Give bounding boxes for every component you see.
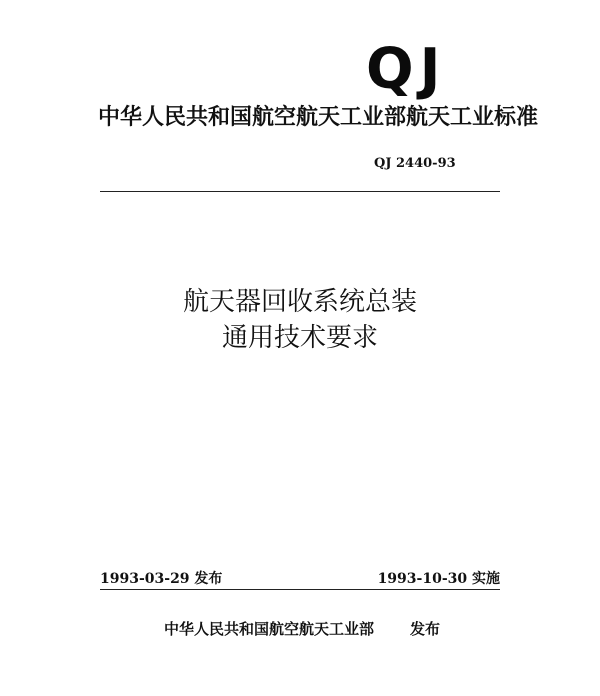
footer-action: 发布 bbox=[410, 620, 441, 638]
top-divider bbox=[100, 191, 500, 192]
footer-issuer: 中华人民共和国航空航天工业部 bbox=[164, 620, 375, 638]
standard-logo: QJ bbox=[366, 37, 447, 102]
standard-number: QJ 2440-93 bbox=[374, 156, 456, 171]
document-title-line-2: 通用技术要求 bbox=[221, 323, 378, 353]
issuer-title: 中华人民共和国航空航天工业部航天工业标准 bbox=[98, 105, 539, 130]
publish-date: 1993-03-29 发布 bbox=[100, 571, 223, 587]
effective-date: 1993-10-30 实施 bbox=[377, 571, 500, 587]
bottom-divider bbox=[100, 589, 500, 590]
document-title-line-1: 航天器回收系统总装 bbox=[182, 287, 417, 317]
